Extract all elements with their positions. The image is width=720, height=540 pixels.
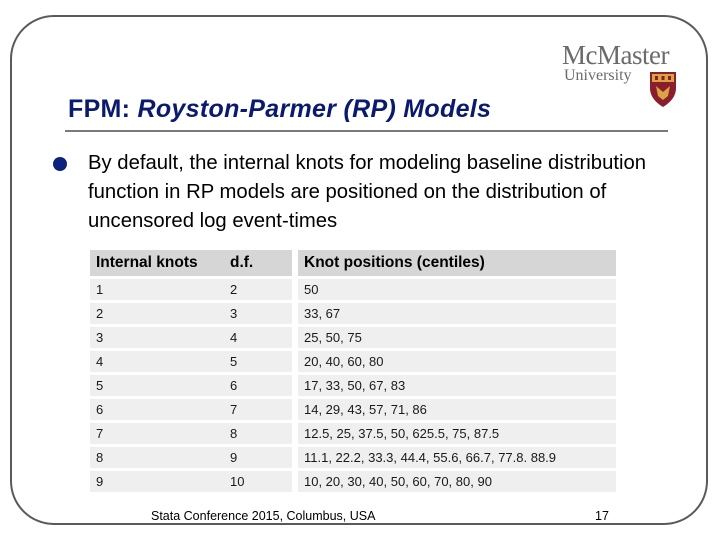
table-body bbox=[90, 279, 616, 492]
cell-knot-positions: 33, 67 bbox=[298, 303, 616, 324]
header-internal-knots: Internal knots bbox=[90, 250, 224, 276]
cell-internal-knots: 1 bbox=[90, 279, 224, 300]
cell-internal-knots: 4 bbox=[90, 351, 224, 372]
cell-knot-positions: 12.5, 25, 37.5, 50, 625.5, 75, 87.5 bbox=[298, 423, 616, 444]
cell-df: 2 bbox=[224, 279, 292, 300]
cell-knot-positions: 50 bbox=[298, 279, 616, 300]
header-knot-positions: Knot positions (centiles) bbox=[298, 250, 616, 276]
cell-knot-positions: 25, 50, 75 bbox=[298, 327, 616, 348]
title-underline bbox=[65, 130, 668, 132]
table-header-row bbox=[90, 250, 616, 276]
bullet-dot bbox=[53, 157, 67, 171]
cell-df: 4 bbox=[224, 327, 292, 348]
table-row bbox=[90, 303, 616, 324]
cell-df: 9 bbox=[224, 447, 292, 468]
logo-name: McMaster bbox=[562, 40, 669, 70]
table-row bbox=[90, 375, 616, 396]
title-main: Royston-Parmer (RP) Models bbox=[137, 95, 492, 123]
table-row bbox=[90, 399, 616, 420]
cell-df: 10 bbox=[224, 471, 292, 492]
cell-df: 6 bbox=[224, 375, 292, 396]
cell-df: 5 bbox=[224, 351, 292, 372]
table-row bbox=[90, 327, 616, 348]
cell-internal-knots: 5 bbox=[90, 375, 224, 396]
table-row bbox=[90, 423, 616, 444]
page-number: 17 bbox=[595, 509, 609, 523]
table-row bbox=[90, 351, 616, 372]
cell-internal-knots: 2 bbox=[90, 303, 224, 324]
cell-internal-knots: 9 bbox=[90, 471, 224, 492]
title-prefix: FPM: bbox=[68, 95, 131, 123]
table-row bbox=[90, 447, 616, 468]
slide-title bbox=[68, 95, 491, 124]
crest-icon bbox=[648, 70, 678, 108]
cell-knot-positions: 20, 40, 60, 80 bbox=[298, 351, 616, 372]
cell-internal-knots: 3 bbox=[90, 327, 224, 348]
cell-df: 8 bbox=[224, 423, 292, 444]
table-row bbox=[90, 471, 616, 492]
footer-text: Stata Conference 2015, Columbus, USA bbox=[151, 509, 376, 523]
cell-internal-knots: 8 bbox=[90, 447, 224, 468]
logo-university: University bbox=[564, 67, 632, 84]
cell-knot-positions: 11.1, 22.2, 33.3, 44.4, 55.6, 66.7, 77.8. 88.9 bbox=[298, 447, 616, 468]
bullet-text: By default, the internal knots for modeling baseline distribution function in RP models are positioned on the distribution of uncensored log event-times bbox=[88, 152, 647, 232]
knots-table bbox=[90, 247, 616, 495]
cell-knot-positions: 14, 29, 43, 57, 71, 86 bbox=[298, 399, 616, 420]
cell-knot-positions: 17, 33, 50, 67, 83 bbox=[298, 375, 616, 396]
cell-df: 7 bbox=[224, 399, 292, 420]
cell-internal-knots: 6 bbox=[90, 399, 224, 420]
mcmaster-logo bbox=[562, 40, 684, 110]
cell-internal-knots: 7 bbox=[90, 423, 224, 444]
header-df: d.f. bbox=[224, 250, 292, 276]
cell-df: 3 bbox=[224, 303, 292, 324]
table-row bbox=[90, 279, 616, 300]
cell-knot-positions: 10, 20, 30, 40, 50, 60, 70, 80, 90 bbox=[298, 471, 616, 492]
